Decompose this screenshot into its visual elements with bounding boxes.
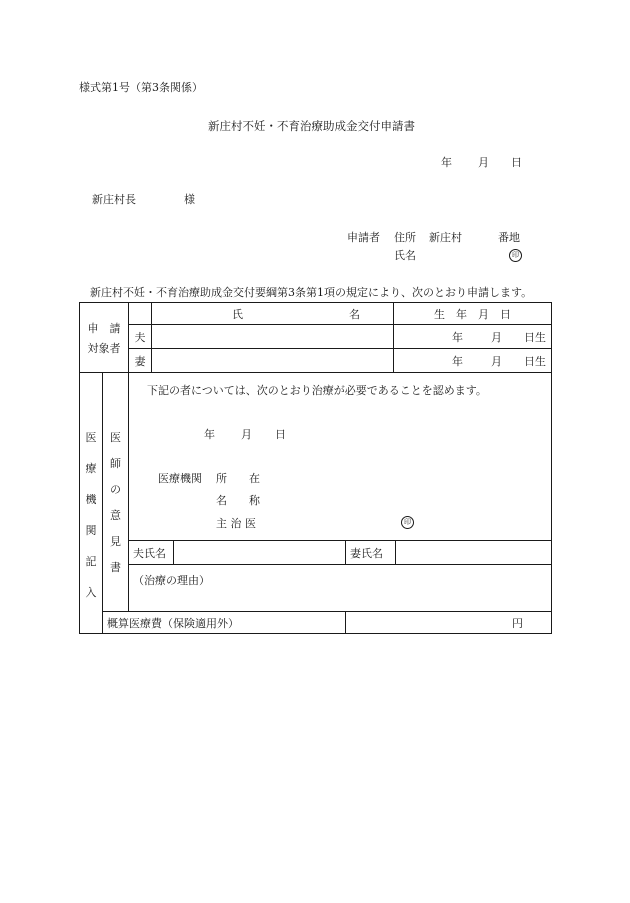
- husband-birth-year: 年: [452, 331, 463, 344]
- husband-birth-field[interactable]: [394, 325, 552, 349]
- medical-col1-char: 機: [85, 493, 97, 506]
- wife-birth-field[interactable]: [394, 349, 552, 373]
- wife-label: 妻: [129, 349, 152, 373]
- header-blank-cell: [129, 303, 152, 325]
- medical-col1-char: 記: [85, 555, 97, 568]
- husband-birth-day: 日生: [524, 331, 546, 344]
- reason-cell[interactable]: [129, 565, 552, 612]
- medical-col2-char: 医: [110, 431, 121, 444]
- institution-label: 医療機関: [158, 472, 202, 485]
- wife-name-label: 妻氏名: [346, 541, 396, 565]
- medical-col2: [103, 373, 129, 612]
- addressee-suffix: 様: [184, 193, 195, 206]
- medical-col2-char: 書: [110, 561, 121, 574]
- medical-col1-char: 入: [85, 586, 97, 599]
- husband-name-input[interactable]: [174, 541, 346, 565]
- cost-unit: 円: [512, 616, 523, 630]
- location-label: 所 在: [216, 472, 260, 485]
- wife-name-input[interactable]: [396, 541, 552, 565]
- wife-name-field[interactable]: [152, 349, 394, 373]
- medical-col1-char: 療: [85, 462, 97, 475]
- applicant-name-label: 氏名: [394, 249, 416, 262]
- date-year: 年: [441, 156, 452, 169]
- medical-col1-char: 医: [85, 431, 97, 444]
- applicant-seal-icon: 印: [509, 249, 522, 262]
- cost-label: 概算医療費（保険適用外）: [107, 616, 239, 630]
- medical-col2-char: 意: [110, 509, 121, 522]
- med-date-month: 月: [241, 428, 252, 441]
- med-date-day: 日: [275, 428, 286, 441]
- husband-name-field[interactable]: [152, 325, 394, 349]
- husband-label: 夫: [129, 325, 152, 349]
- medical-col2-char: 見: [110, 535, 121, 548]
- medical-col1-char: 関: [85, 524, 97, 537]
- cost-label-cell: [103, 612, 346, 634]
- doctor-statement-cell: [129, 373, 552, 541]
- applicant-banchi: 番地: [498, 231, 520, 244]
- subject-table: [79, 302, 552, 373]
- medical-col2-char: 師: [110, 457, 121, 470]
- name-header-2: 名: [349, 308, 360, 321]
- reason-label: （治療の理由）: [133, 574, 210, 587]
- form-title: 新庄村不妊・不育治療助成金交付申請書: [208, 119, 415, 133]
- birth-header-cell: [394, 303, 552, 325]
- medical-col2-char: の: [110, 483, 121, 496]
- husband-name-label: 夫氏名: [129, 541, 174, 565]
- name-header-cell: [152, 303, 394, 325]
- medical-table: [79, 372, 552, 634]
- cost-field[interactable]: [346, 612, 552, 634]
- med-date-year: 年: [204, 428, 215, 441]
- subject-label-line2: 対象者: [87, 341, 121, 355]
- doctor-statement: 下記の者については、次のとおり治療が必要であることを認めます。: [147, 384, 487, 397]
- subject-label-line1: 申 請: [87, 321, 121, 335]
- addressee-name: 新庄村長: [92, 193, 136, 206]
- applicant-village: 新庄村: [429, 231, 462, 244]
- institution-name-label: 名 称: [216, 494, 260, 507]
- birth-header: 生 年 月 日: [434, 307, 511, 321]
- wife-birth-year: 年: [452, 355, 463, 368]
- doctor-seal-icon: 印: [401, 516, 414, 529]
- doctor-label: 主 治 医: [216, 517, 256, 530]
- wife-birth-day: 日生: [524, 355, 546, 368]
- wife-row: [80, 349, 552, 373]
- applicant-role: 申請者: [347, 231, 380, 244]
- wife-birth-month: 月: [491, 355, 502, 368]
- subject-label-cell: [80, 303, 129, 373]
- date-day: 日: [511, 156, 522, 169]
- name-header-1: 氏: [232, 308, 243, 321]
- husband-row: [80, 325, 552, 349]
- form-number: 様式第1号（第3条関係）: [79, 81, 203, 94]
- applicant-address-label: 住所: [394, 231, 416, 244]
- date-month: 月: [478, 156, 489, 169]
- husband-birth-month: 月: [491, 331, 502, 344]
- intro-text: 新庄村不妊・不育治療助成金交付要綱第3条第1項の規定により、次のとおり申請します。: [90, 286, 533, 299]
- medical-col1: [80, 373, 103, 634]
